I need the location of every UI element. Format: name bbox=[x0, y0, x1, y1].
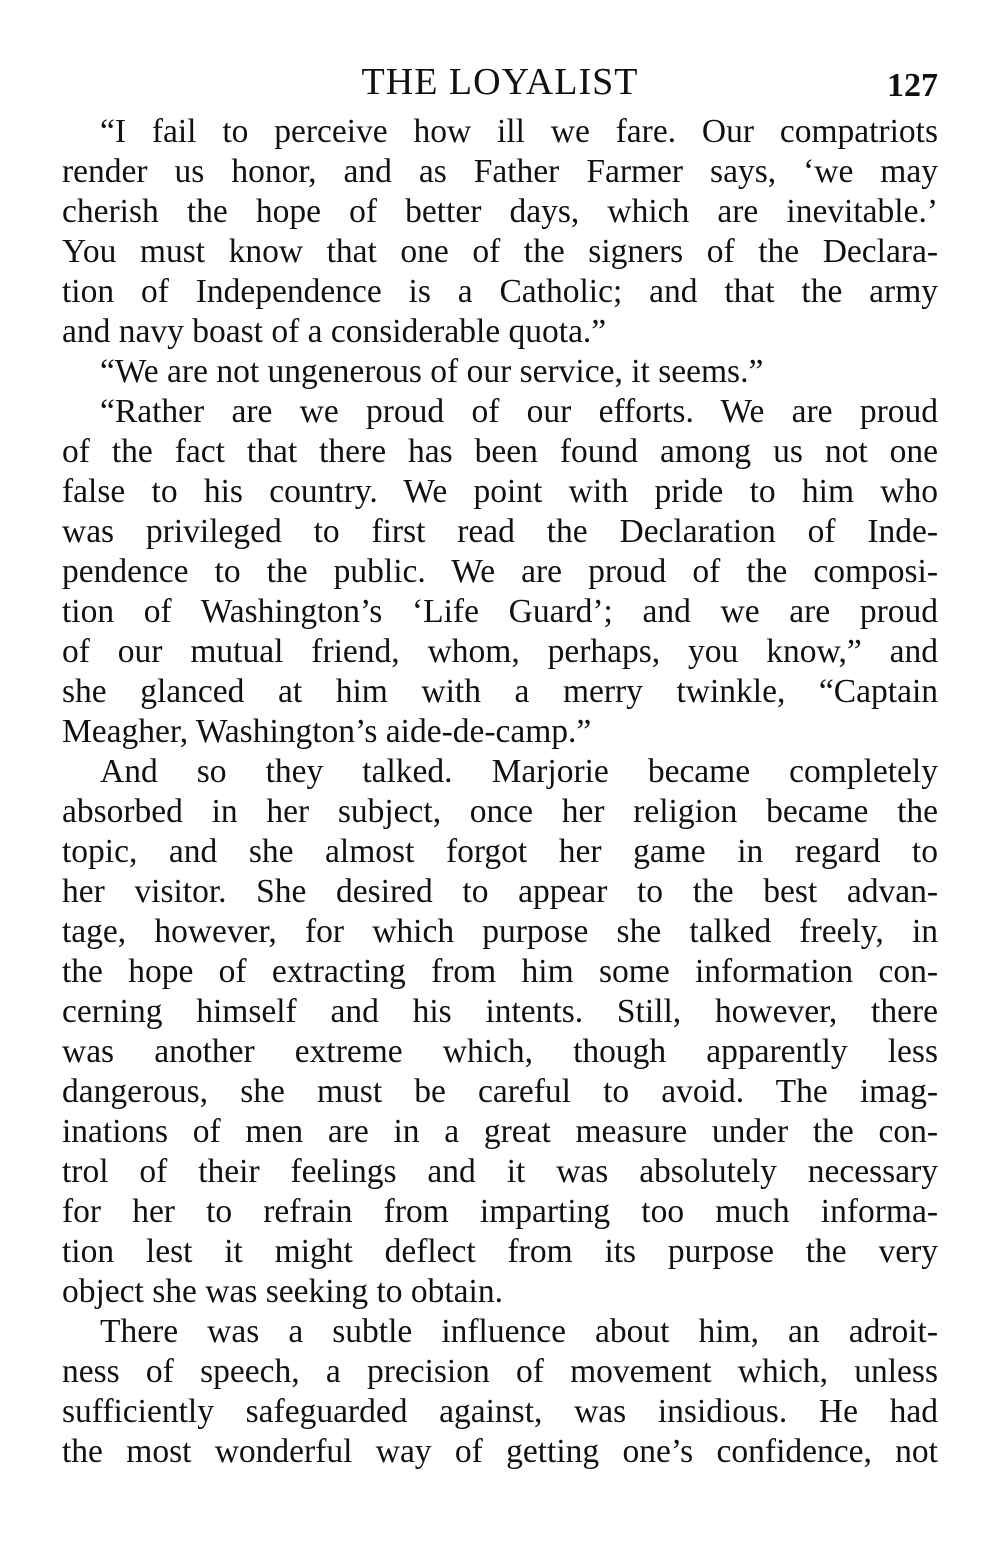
text-line: of our mutual friend, whom, perhaps, you know,” and bbox=[62, 633, 938, 670]
text-line: false to his country. We point with pride to him who bbox=[62, 473, 938, 510]
text-line: You must know that one of the signers of the Declara- bbox=[62, 233, 938, 270]
text-line: was privileged to first read the Declaration of Inde- bbox=[62, 513, 938, 550]
text-line: her visitor. She desired to appear to the best advan- bbox=[62, 873, 938, 910]
text-line: absorbed in her subject, once her religion became the bbox=[62, 793, 938, 830]
text-line: There was a subtle influence about him, an adroit- bbox=[100, 1313, 938, 1350]
text-line: “I fail to perceive how ill we fare. Our compatriots bbox=[100, 113, 938, 150]
text-line: and navy boast of a considerable quota.” bbox=[62, 313, 607, 350]
paragraph-4 bbox=[62, 752, 938, 1312]
text-line: topic, and she almost forgot her game in regard to bbox=[62, 833, 938, 870]
text-line: inations of men are in a great measure under the con- bbox=[62, 1113, 938, 1150]
text-line: “We are not ungenerous of our service, it seems.” bbox=[100, 353, 764, 390]
text-line: cherish the hope of better days, which are inevitable.’ bbox=[62, 193, 938, 230]
text-line: pendence to the public. We are proud of the composi- bbox=[62, 553, 938, 590]
text-line: sufficiently safeguarded against, was insidious. He had bbox=[62, 1393, 938, 1430]
text-line: the hope of extracting from him some information con- bbox=[62, 953, 938, 990]
text-line: render us honor, and as Father Farmer says, ‘we may bbox=[62, 153, 938, 190]
text-line: tage, however, for which purpose she talked freely, in bbox=[62, 913, 938, 950]
text-line: trol of their feelings and it was absolutely necessary bbox=[62, 1153, 938, 1190]
paragraph-5 bbox=[62, 1312, 938, 1472]
text-line: dangerous, she must be careful to avoid. The imag- bbox=[62, 1073, 938, 1110]
text-line: of the fact that there has been found among us not one bbox=[62, 433, 938, 470]
text-line: And so they talked. Marjorie became completely bbox=[100, 753, 938, 790]
text-line: cerning himself and his intents. Still, however, there bbox=[62, 993, 938, 1030]
paragraph-2 bbox=[62, 352, 938, 392]
text-line: the most wonderful way of getting one’s confidence, not bbox=[62, 1433, 938, 1470]
text-line: Meagher, Washington’s aide-de-camp.” bbox=[62, 713, 592, 750]
text-line: ness of speech, a precision of movement which, unless bbox=[62, 1353, 938, 1390]
text-line: “Rather are we proud of our efforts. We are proud bbox=[100, 393, 938, 430]
text-line: tion of Independence is a Catholic; and that the army bbox=[62, 273, 938, 310]
running-title: THE LOYALIST bbox=[361, 61, 639, 103]
text-line: for her to refrain from imparting too much informa- bbox=[62, 1193, 938, 1230]
text-line: object she was seeking to obtain. bbox=[62, 1273, 503, 1310]
text-line: tion of Washington’s ‘Life Guard’; and we are proud bbox=[62, 593, 938, 630]
paragraph-3 bbox=[62, 392, 938, 752]
text-line: tion lest it might deflect from its purpose the very bbox=[62, 1233, 938, 1270]
book-page bbox=[62, 60, 938, 1520]
text-line: was another extreme which, though apparently less bbox=[62, 1033, 938, 1070]
body-text bbox=[62, 112, 938, 1472]
page-number: 127 bbox=[887, 67, 938, 104]
running-head bbox=[62, 60, 938, 112]
text-line: she glanced at him with a merry twinkle, “Captain bbox=[62, 673, 938, 710]
paragraph-1 bbox=[62, 112, 938, 352]
